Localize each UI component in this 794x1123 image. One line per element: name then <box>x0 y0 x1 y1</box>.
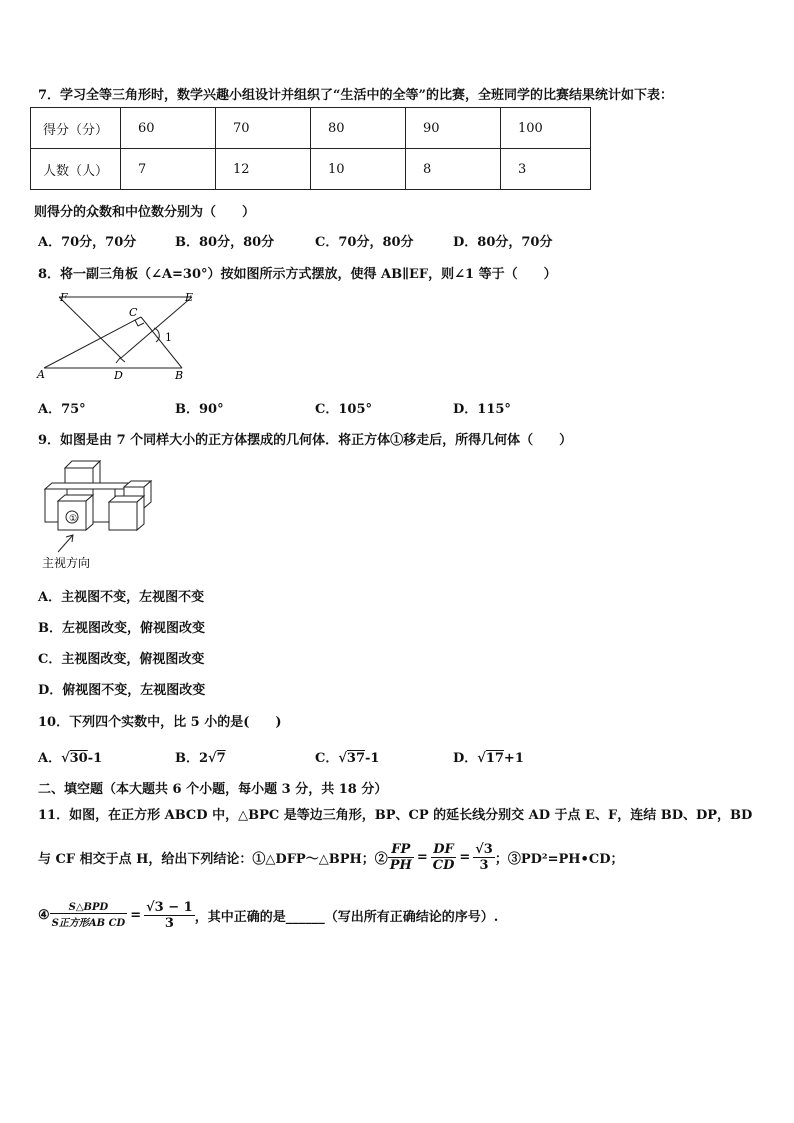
radicand: 17 <box>485 751 504 766</box>
option-label: B． <box>175 751 199 766</box>
denominator: CD <box>432 858 455 873</box>
label-1: 1 <box>165 331 172 344</box>
label-f: F <box>60 291 68 304</box>
denominator: 3 <box>479 858 489 873</box>
q11-line-3: ④ $\frac{\text{S△BPD}}{\text{S正方形AB CD}}$ = $\frac{√3 - 1}{3}$ ，其中正确的是______（写出所有正确结论的序号）. <box>38 900 499 931</box>
section-2-title: 二、填空题（本大题共 6 个小题，每小题 3 分，共 18 分） <box>38 782 388 797</box>
cube-top-front <box>65 468 93 495</box>
denominator: 3 <box>164 916 174 931</box>
q11-line-3-pre: ④ <box>38 908 50 923</box>
q9-cube-figure <box>36 455 156 575</box>
fraction-sqrt3-3 <box>473 842 495 873</box>
line-cb <box>141 317 182 368</box>
fraction-area-ratio <box>50 902 128 929</box>
table-cell: 60 <box>121 108 216 149</box>
numerator: DF <box>431 842 457 858</box>
table-cell: 10 <box>311 149 406 190</box>
fraction-fp-ph <box>388 842 414 873</box>
table-cell: 100 <box>501 108 591 149</box>
right-angle-c <box>135 320 144 326</box>
q11-line-2-pre: 与 CF 相交于点 H，给出下列结论：①△DFP～△BPH；② <box>38 852 388 867</box>
q11-line-2: 与 CF 相交于点 H，给出下列结论：①△DFP～△BPH；② $\frac{FP}{PH}$ = $\frac{DF}{CD}$ = $\frac{√3}{3}$ ；③PD²=PH•CD； <box>38 842 624 873</box>
back-row-top <box>45 483 134 489</box>
table-row <box>31 149 591 190</box>
numerator: √3 − 1 <box>146 900 193 915</box>
q8-option-a[interactable]: A．75° <box>38 402 86 417</box>
q10-option-d[interactable]: D．√17+1 <box>453 751 524 766</box>
table-cell: 90 <box>406 108 501 149</box>
q8-option-d[interactable]: D．115° <box>453 402 511 417</box>
q10-option-b[interactable]: B．2√7 <box>175 751 226 766</box>
q7-option-b[interactable]: B．80分，80分 <box>175 235 275 250</box>
q7-option-d[interactable]: D．80分，70分 <box>453 235 553 250</box>
option-label: C． <box>315 751 339 766</box>
option-post: -1 <box>87 751 103 766</box>
table-row <box>31 108 591 149</box>
numerator: √3 <box>475 842 493 857</box>
angle-1-arc <box>154 328 159 342</box>
q8-figure <box>34 288 204 384</box>
label-c: C <box>129 306 138 319</box>
numerator: FP <box>388 842 414 858</box>
cube-front-right <box>109 502 137 530</box>
q9-stem: 9．如图是由 7 个同样大小的正方体摆成的几何体．将正方体①移走后，所得几何体（ ） <box>38 433 573 448</box>
line-ac <box>44 317 141 368</box>
table-cell: 8 <box>406 149 501 190</box>
table-cell: 人数（人） <box>31 149 121 190</box>
q7-question: 则得分的众数和中位数分别为（ ） <box>34 205 256 220</box>
q10-option-c[interactable]: C．√37-1 <box>315 751 380 766</box>
option-pre: 2 <box>199 751 209 766</box>
q7-option-c[interactable]: C．70分，80分 <box>315 235 414 250</box>
table-cell: 得分（分） <box>31 108 121 149</box>
option-label: A． <box>38 751 62 766</box>
q10-option-a[interactable]: A．√30-1 <box>38 751 103 766</box>
radicand: 37 <box>346 751 365 766</box>
line-fd <box>59 297 121 358</box>
label-e: E <box>185 291 194 304</box>
q9-option-a[interactable]: A．主视图不变，左视图不变 <box>38 590 205 605</box>
table-cell: 12 <box>216 149 311 190</box>
q11-line-2-post: ；③PD²=PH•CD； <box>494 852 624 867</box>
label-b: B <box>175 369 184 382</box>
q8-option-b[interactable]: B．90° <box>175 402 224 417</box>
q11-line-1: 11．如图，在正方形 ABCD 中，△BPC 是等边三角形，BP、CP 的延长线分别交 AD 于点 E、F，连结 BD、DP，BD <box>38 808 753 823</box>
table-cell: 3 <box>501 149 591 190</box>
label-d: D <box>114 369 123 382</box>
option-label: D． <box>453 751 478 766</box>
table-cell: 7 <box>121 149 216 190</box>
cube-front-right-side <box>137 496 144 530</box>
q9-option-c[interactable]: C．主视图改变，俯视图改变 <box>38 652 205 667</box>
fraction-sqrt3-minus-1-over-3 <box>144 900 195 931</box>
q7-option-a[interactable]: A．70分，70分 <box>38 235 137 250</box>
view-direction-label: 主视方向 <box>42 556 91 570</box>
option-post: -1 <box>365 751 380 766</box>
numerator: S△BPD <box>50 902 128 914</box>
radicand: 30 <box>69 751 88 766</box>
label-a: A <box>37 368 45 381</box>
q10-stem: 10．下列四个实数中，比 5 小的是( ) <box>38 715 282 730</box>
view-arrow-line <box>58 535 73 552</box>
denominator: S正方形AB CD <box>51 918 126 929</box>
table-cell: 70 <box>216 108 311 149</box>
cube-1-side <box>86 495 93 530</box>
score-table <box>30 107 591 190</box>
table-cell: 80 <box>311 108 406 149</box>
cube-1-label: ① <box>69 514 78 524</box>
q7-stem: 7．学习全等三角形时，数学兴趣小组设计并组织了“生活中的全等”的比赛，全班同学的比赛结果统计如下表： <box>38 88 674 103</box>
radicand: 7 <box>216 751 226 766</box>
fraction-df-cd <box>431 842 457 873</box>
q11-line-3-post: ，其中正确的是______（写出所有正确结论的序号）. <box>194 910 499 925</box>
option-post: +1 <box>503 751 524 766</box>
q9-option-b[interactable]: B．左视图改变，俯视图改变 <box>38 621 205 636</box>
q8-option-c[interactable]: C．105° <box>315 402 372 417</box>
q8-stem: 8．将一副三角板（∠A=30°）按如图所示方式摆放，使得 AB∥EF，则∠1 等于（ ） <box>38 267 557 282</box>
denominator: PH <box>389 858 412 873</box>
right-angle-d <box>116 358 125 363</box>
q9-option-d[interactable]: D．俯视图不变，左视图改变 <box>38 683 206 698</box>
